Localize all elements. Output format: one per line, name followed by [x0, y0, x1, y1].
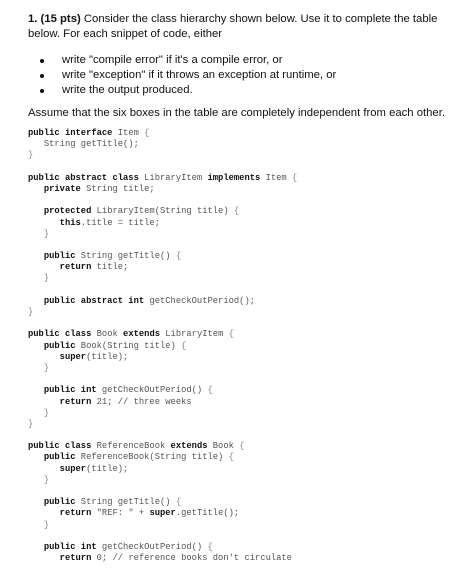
- code-line: [28, 475, 297, 486]
- question-number: 1. (15 pts): [28, 13, 81, 25]
- code-token: public interface: [28, 128, 118, 138]
- code-line: [28, 374, 297, 385]
- code-token: {: [233, 206, 240, 217]
- code-token: {: [181, 340, 187, 351]
- code-line: [28, 385, 297, 396]
- code-token: String getTitle(): [80, 251, 176, 262]
- code-token: super: [28, 463, 87, 474]
- code-token: extends: [170, 441, 213, 452]
- code-line: [28, 273, 297, 284]
- code-token: super: [28, 351, 87, 362]
- code-token: return: [28, 262, 97, 273]
- code-token: return: [28, 508, 97, 519]
- code-token: this: [28, 217, 81, 228]
- code-token: public int: [28, 541, 102, 552]
- code-token: }: [28, 519, 50, 530]
- code-token: Item: [117, 128, 145, 138]
- code-line: [28, 486, 297, 497]
- code-token: (title);: [86, 463, 129, 474]
- code-line: [28, 285, 297, 296]
- code-line: [28, 218, 297, 229]
- code-token: {: [228, 329, 234, 340]
- rule-exception: write "exception" if it throws an exception at runtime, or: [36, 68, 336, 83]
- code-token: LibraryItem(String title): [96, 206, 234, 217]
- code-token: getCheckOutPeriod(): [101, 385, 208, 396]
- code-line: [28, 508, 297, 519]
- code-token: .getTitle();: [175, 508, 240, 519]
- code-token: {: [144, 128, 150, 138]
- code-token: 0; // reference books don't circulate: [96, 553, 292, 564]
- code-token: extends: [123, 329, 166, 340]
- code-token: LibraryItem: [144, 172, 208, 183]
- rule-compile-error: write "compile error" if it's a compile error, or: [36, 53, 336, 68]
- code-token: }: [28, 407, 50, 418]
- code-token: Book: [212, 441, 240, 452]
- code-token: return: [28, 396, 97, 407]
- code-line: [28, 150, 297, 161]
- code-line: [28, 531, 297, 542]
- code-token: {: [228, 452, 234, 463]
- code-line: [28, 363, 297, 374]
- answer-rules-list: [36, 53, 336, 98]
- code-token: }: [28, 362, 50, 373]
- code-token: public class: [28, 329, 97, 340]
- code-token: }: [28, 418, 34, 429]
- code-line: [28, 553, 297, 564]
- code-listing: [28, 128, 297, 564]
- code-token: public: [28, 452, 81, 463]
- code-line: [28, 262, 297, 273]
- code-line: [28, 206, 297, 217]
- code-line: [28, 408, 297, 419]
- code-token: public: [28, 497, 81, 508]
- code-token: }: [28, 307, 34, 317]
- rule-output: write the output produced.: [36, 83, 336, 98]
- code-line: [28, 441, 297, 452]
- code-token: protected: [28, 206, 97, 217]
- code-token: }: [28, 150, 34, 161]
- code-token: getCheckOutPeriod();: [149, 295, 256, 306]
- code-token: Book: [96, 329, 124, 340]
- code-token: "REF: " +: [96, 508, 150, 519]
- code-token: getCheckOutPeriod(): [101, 541, 208, 552]
- code-token: {: [207, 541, 213, 552]
- code-token: }: [28, 228, 50, 239]
- code-token: public: [28, 340, 81, 351]
- question-prompt: [28, 12, 464, 42]
- code-line: [28, 195, 297, 206]
- code-line: [28, 251, 297, 262]
- code-line: [28, 464, 297, 475]
- code-token: {: [239, 441, 245, 452]
- code-token: ReferenceBook: [96, 441, 171, 452]
- code-token: .title = title;: [80, 217, 160, 228]
- code-token: LibraryItem: [165, 329, 229, 340]
- code-token: String title;: [86, 183, 155, 194]
- code-line: [28, 352, 297, 363]
- code-token: public class: [28, 441, 97, 452]
- code-line: [28, 240, 297, 251]
- code-line: [28, 173, 297, 184]
- code-line: [28, 162, 297, 173]
- code-line: [28, 452, 297, 463]
- code-line: [28, 341, 297, 352]
- code-line: [28, 296, 297, 307]
- code-token: title;: [96, 262, 129, 273]
- code-token: return: [28, 553, 97, 564]
- code-token: public abstract int: [28, 295, 150, 306]
- code-line: [28, 329, 297, 340]
- code-line: [28, 128, 297, 139]
- assumption-note: Assume that the six boxes in the table are completely independent from each other.: [28, 107, 445, 119]
- code-token: 21; // three weeks: [96, 396, 192, 407]
- code-token: }: [28, 273, 50, 284]
- code-token: public int: [28, 385, 102, 396]
- code-token: ReferenceBook(String title): [80, 452, 229, 463]
- code-line: [28, 229, 297, 240]
- code-token: String getTitle(): [80, 497, 176, 508]
- code-token: {: [291, 172, 298, 183]
- question-text: Consider the class hierarchy shown below. Use it to complete the table below. For each snippet of code, either: [28, 13, 438, 40]
- code-line: [28, 184, 297, 195]
- code-line: [28, 520, 297, 531]
- code-token: {: [175, 251, 182, 262]
- code-token: Item: [265, 172, 292, 183]
- code-token: super: [149, 508, 176, 519]
- code-token: public abstract class: [28, 172, 145, 183]
- code-line: [28, 542, 297, 553]
- code-token: String getTitle();: [28, 139, 139, 150]
- code-line: [28, 318, 297, 329]
- code-line: [28, 497, 297, 508]
- code-line: [28, 397, 297, 408]
- code-token: (title);: [86, 351, 129, 362]
- code-token: public: [28, 251, 81, 262]
- code-token: {: [175, 497, 182, 508]
- code-line: [28, 307, 297, 318]
- code-token: Book(String title): [80, 340, 182, 351]
- code-line: [28, 139, 297, 150]
- code-line: [28, 430, 297, 441]
- code-line: [28, 419, 297, 430]
- code-token: }: [28, 474, 50, 485]
- code-token: private: [28, 183, 87, 194]
- code-token: {: [207, 385, 213, 396]
- code-token: implements: [207, 172, 266, 183]
